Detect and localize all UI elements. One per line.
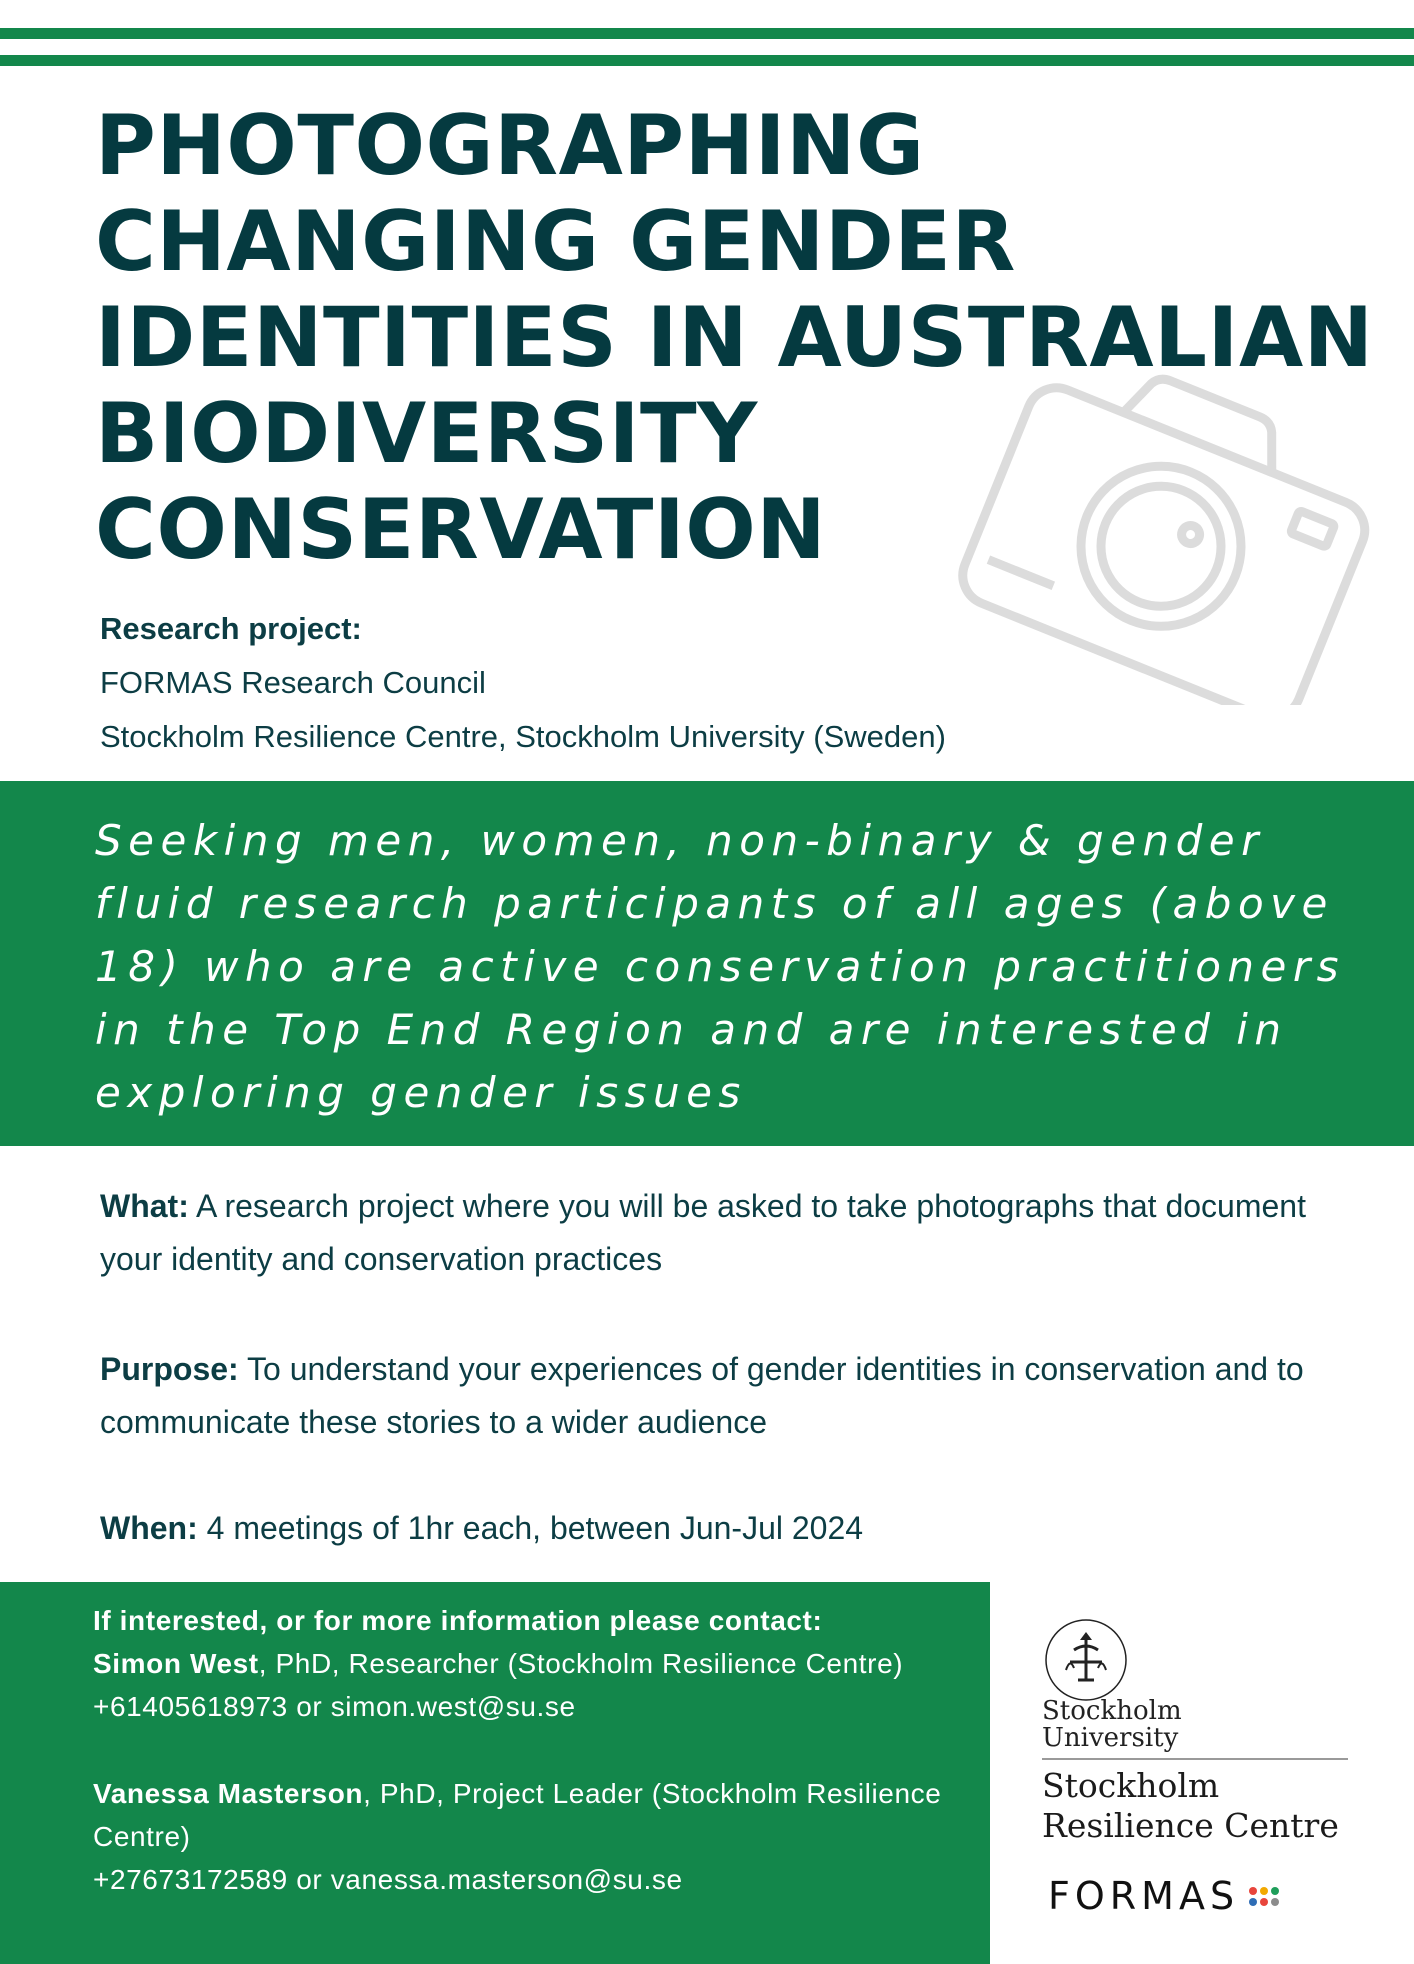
formas-dot (1271, 1887, 1279, 1895)
contact-person-vanessa (93, 1772, 950, 1858)
title-line: IDENTITIES IN AUSTRALIAN (95, 289, 1374, 386)
research-project-block (100, 602, 946, 764)
formas-dot (1260, 1898, 1268, 1906)
partner-logos (1040, 1610, 1360, 1950)
contact-heading: If interested, or for more information please contact: (93, 1605, 823, 1636)
formas-dot (1249, 1898, 1257, 1906)
title-line: CONSERVATION (95, 481, 827, 578)
when-label: When: (100, 1510, 198, 1546)
logo-divider (1042, 1758, 1348, 1760)
host-institution: Stockholm Resilience Centre, Stockholm University (Sweden) (100, 719, 946, 754)
contact-details-simon[interactable]: +61405618973 or simon.west@su.se (93, 1691, 576, 1722)
purpose-label: Purpose: (100, 1351, 239, 1387)
funding-council: FORMAS Research Council (100, 665, 486, 700)
poster-title (95, 97, 1374, 578)
resilience-centre-logo: Stockholm Resilience Centre (1042, 1766, 1339, 1845)
top-stripe (0, 28, 1414, 39)
formas-dots-icon (1249, 1887, 1279, 1906)
what-label: What: (100, 1188, 189, 1224)
contact-role: , PhD, Researcher (Stockholm Resilience Centre) (258, 1648, 904, 1679)
formas-dot (1249, 1887, 1257, 1895)
formas-wordmark: FORMAS (1048, 1874, 1240, 1918)
when-section (100, 1502, 1350, 1555)
what-text: A research project where you will be asked to take photographs that document your identity and conservation practices (100, 1188, 1306, 1277)
purpose-text: To understand your experiences of gender identities in conservation and to communicate these stories to a wider audience (100, 1351, 1304, 1440)
contact-name: Simon West (93, 1648, 259, 1679)
purpose-section (100, 1343, 1350, 1449)
stockholm-university-logo: Stockholm University (1042, 1696, 1182, 1753)
title-line: CHANGING GENDER (95, 193, 1016, 290)
formas-dot (1271, 1898, 1279, 1906)
formas-dot (1260, 1887, 1268, 1895)
seeking-text: Seeking men, women, non-binary & gender fluid research participants of all ages (above 18) who are active conservation practitioners in the Top End Region and are interested in exploring gender issues (95, 816, 1346, 1117)
what-section (100, 1180, 1350, 1286)
research-project-label: Research project: (100, 611, 362, 646)
contact-role: , PhD, Project Leader (Stockholm Resilience Centre) (93, 1778, 942, 1852)
contact-person-simon (93, 1642, 950, 1685)
when-text: 4 meetings of 1hr each, between Jun-Jul 2024 (206, 1510, 864, 1546)
title-line: PHOTOGRAPHING (95, 97, 925, 194)
contact-panel (0, 1582, 990, 1964)
title-line: BIODIVERSITY (95, 385, 758, 482)
contact-details-vanessa[interactable]: +27673172589 or vanessa.masterson@su.se (93, 1864, 683, 1895)
seeking-participants-banner (0, 781, 1414, 1146)
top-stripe-secondary (0, 55, 1414, 66)
university-seal-icon (1040, 1614, 1132, 1706)
contact-name: Vanessa Masterson (93, 1778, 364, 1809)
formas-logo (1048, 1874, 1279, 1918)
